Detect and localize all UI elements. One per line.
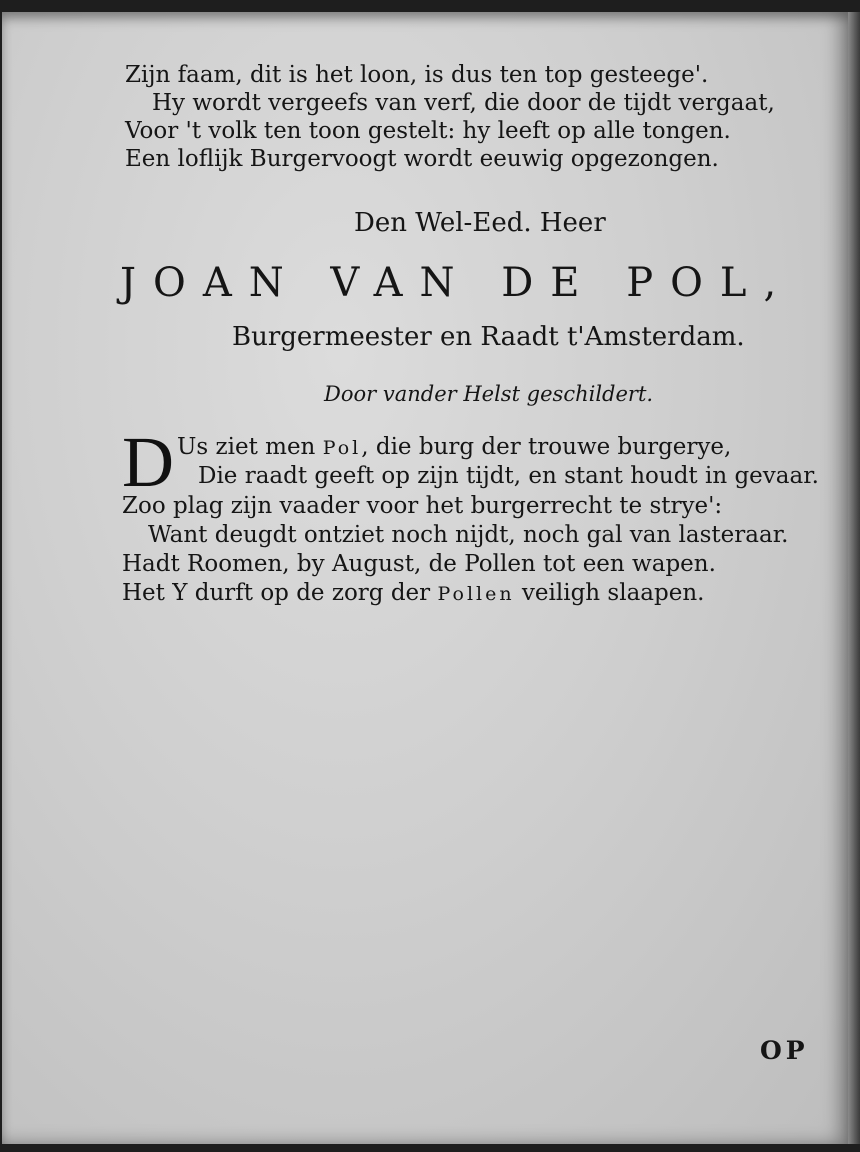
poem-line-1-smallcaps: Pol [322,437,362,459]
poem-line-2: Die raadt geeft op zijn tijdt, en stant houdt in gevaar. [198,463,819,489]
poem-line-6-end: veiligh slaapen. [521,580,705,606]
book-page [2,12,850,1144]
drop-capital: D [122,422,174,502]
poem-line-4: Want deugdt ontziet noch nijdt, noch gal van lasteraar. [148,522,789,548]
poem-line-1-start: Us ziet men [177,434,316,460]
poem-line-6-start: Het Y durft op de zorg der [122,580,431,606]
poem-line-1 [177,434,731,460]
heading-office: Burgermeester en Raadt t'Amsterdam. [232,322,745,352]
poem-line-6 [122,580,704,606]
painter-caption: Door vander Helst geschildert. [324,382,654,406]
poem-line-3: Zoo plag zijn vaader voor het burgerrecht te strye': [122,493,723,519]
poem-line-6-smallcaps: Pollen [437,583,515,605]
intro-line-3: Voor 't volk ten toon gestelt: hy leeft op alle tongen. [125,118,731,144]
intro-line-2: Hy wordt vergeefs van verf, die door de tijdt vergaat, [152,90,775,116]
poem-line-5: Hadt Roomen, by August, de Pollen tot een wapen. [122,551,716,577]
poem-line-1-end: , die burg der trouwe burgerye, [361,434,732,460]
heading-honorific: Den Wel-Eed. Heer [354,208,606,238]
catchword: OP [760,1036,809,1065]
page-edge-shadow [848,12,860,1144]
intro-line-4: Een loflijk Burgervoogt wordt eeuwig opgezongen. [125,146,719,172]
intro-line-1: Zijn faam, dit is het loon, is dus ten top gesteege'. [125,62,709,88]
heading-name: JOAN VAN DE POL, [120,260,794,306]
